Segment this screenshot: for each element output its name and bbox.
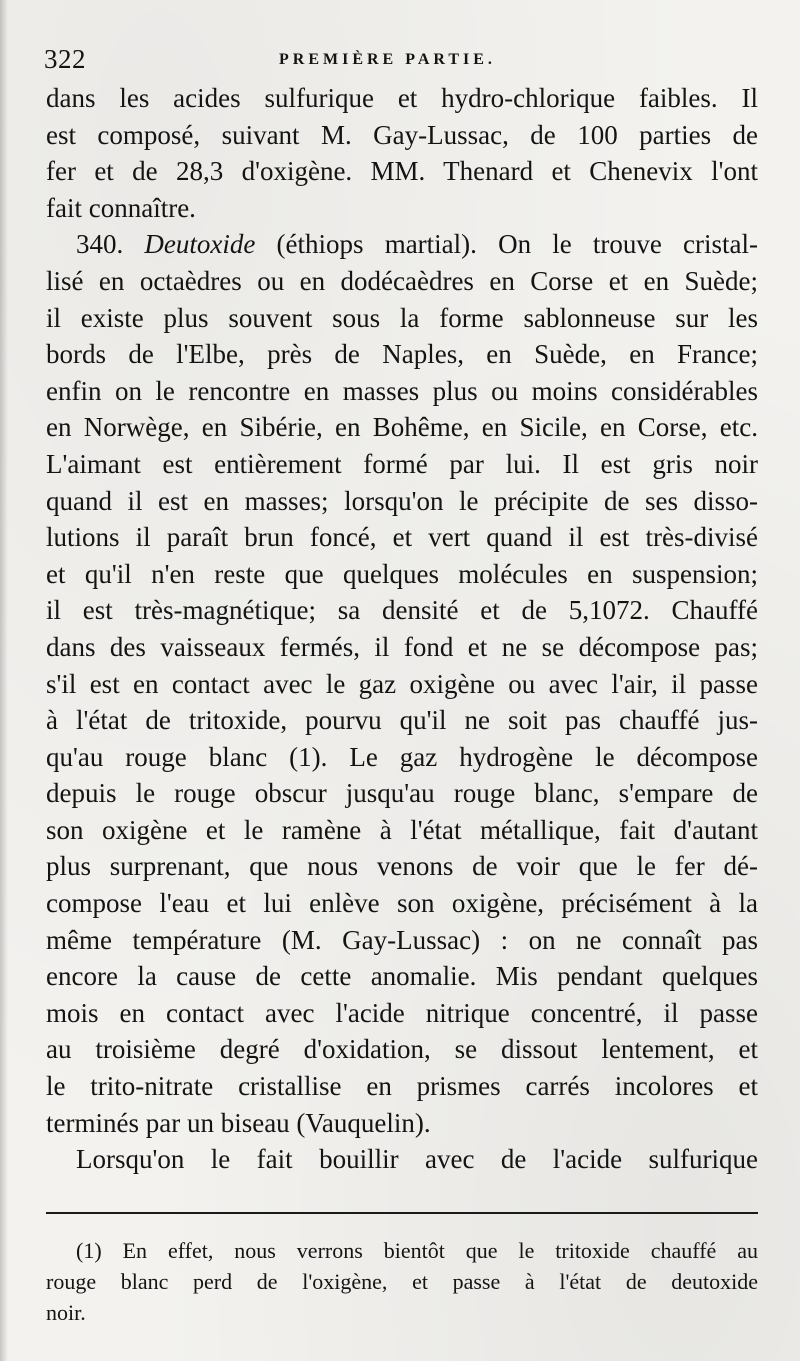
paragraph-number: 340. (76, 229, 124, 260)
text-line: lutions il paraît brun foncé, et vert quand il est très-divisé (46, 522, 758, 553)
text-line: Lorsqu'on le fait bouillir avec de l'acide sulfurique (76, 1144, 758, 1175)
text-line: terminés par un biseau (Vauquelin). (46, 1107, 431, 1138)
text-line: lisé en octaèdres ou en dodécaèdres en Corse et en Suède; (46, 265, 758, 296)
text-line: en Norwège, en Sibérie, en Bohême, en Sicile, en Corse, etc. (46, 412, 758, 443)
text-line: enfin on le rencontre en masses plus ou moins considérables (46, 375, 758, 406)
footnote-line: rouge blanc perd de l'oxigène, et passe à l'état de deutoxide (46, 1269, 758, 1294)
text-line: est composé, suivant M. Gay-Lussac, de 100 parties de (46, 119, 758, 150)
running-head: PREMIÈRE PARTIE. (279, 51, 496, 68)
text-line: depuis le rouge obscur jusqu'au rouge blanc, s'empare de (46, 778, 758, 809)
page-shadow-edge (0, 0, 8, 1361)
text-line: son oxigène et le ramène à l'état métallique, fait d'autant (46, 814, 758, 845)
text-line: qu'au rouge blanc (1). Le gaz hydrogène le décompose (46, 741, 758, 772)
text-line: il existe plus souvent sous la forme sablonneuse sur les (46, 302, 758, 333)
footnote-rule (46, 1212, 758, 1214)
text-line: fer et de 28,3 d'oxigène. MM. Thenard et Chenevix l'ont (46, 156, 758, 187)
page-number: 322 (44, 44, 86, 74)
text-line: et qu'il n'en reste que quelques molécules en suspension; (46, 558, 758, 589)
page-header (44, 44, 756, 82)
text-line: à l'état de tritoxide, pourvu qu'il ne soit pas chauffé jus- (46, 705, 758, 736)
text-line: encore la cause de cette anomalie. Mis pendant quelques (46, 961, 758, 992)
text-line: il est très-magnétique; sa densité et de 5,1072. Chauffé (46, 595, 758, 626)
text-line: s'il est en contact avec le gaz oxigène ou avec l'air, il passe (46, 668, 758, 699)
text-line: même température (M. Gay-Lussac) : on ne connaît pas (46, 924, 758, 955)
text-line: fait connaître. (46, 192, 196, 223)
text-line: mois en contact avec l'acide nitrique concentré, il passe (46, 997, 758, 1028)
main-text (46, 80, 758, 1178)
footnote-line: (1) En effet, nous verrons bientôt que le tritoxide chauffé au (76, 1238, 758, 1263)
paragraph-340-rest: (éthiops martial). On le trouve cristal- (276, 229, 758, 260)
text-line: compose l'eau et lui enlève son oxigène, précisément à la (46, 888, 758, 919)
text-line: le trito-nitrate cristallise en prismes carrés incolores et (46, 1071, 758, 1102)
text-line: dans les acides sulfurique et hydro-chlorique faibles. Il (46, 83, 758, 113)
footnote (46, 1235, 758, 1328)
text-line: bords de l'Elbe, près de Naples, en Suède, en France; (46, 339, 758, 370)
text-line: au troisième degré d'oxidation, se dissout lentement, et (46, 1034, 758, 1065)
text-line: plus surprenant, que nous venons de voir que le fer dé- (46, 851, 758, 882)
term-deutoxide: Deutoxide (144, 229, 256, 260)
text-line: dans des vaisseaux fermés, il fond et ne se décompose pas; (46, 631, 758, 662)
paragraph-340-first-line (46, 226, 758, 263)
text-line: L'aimant est entièrement formé par lui. Il est gris noir (46, 448, 758, 479)
text-line: quand il est en masses; lorsqu'on le précipite de ses disso- (46, 485, 758, 516)
footnote-line: noir. (46, 1300, 86, 1325)
